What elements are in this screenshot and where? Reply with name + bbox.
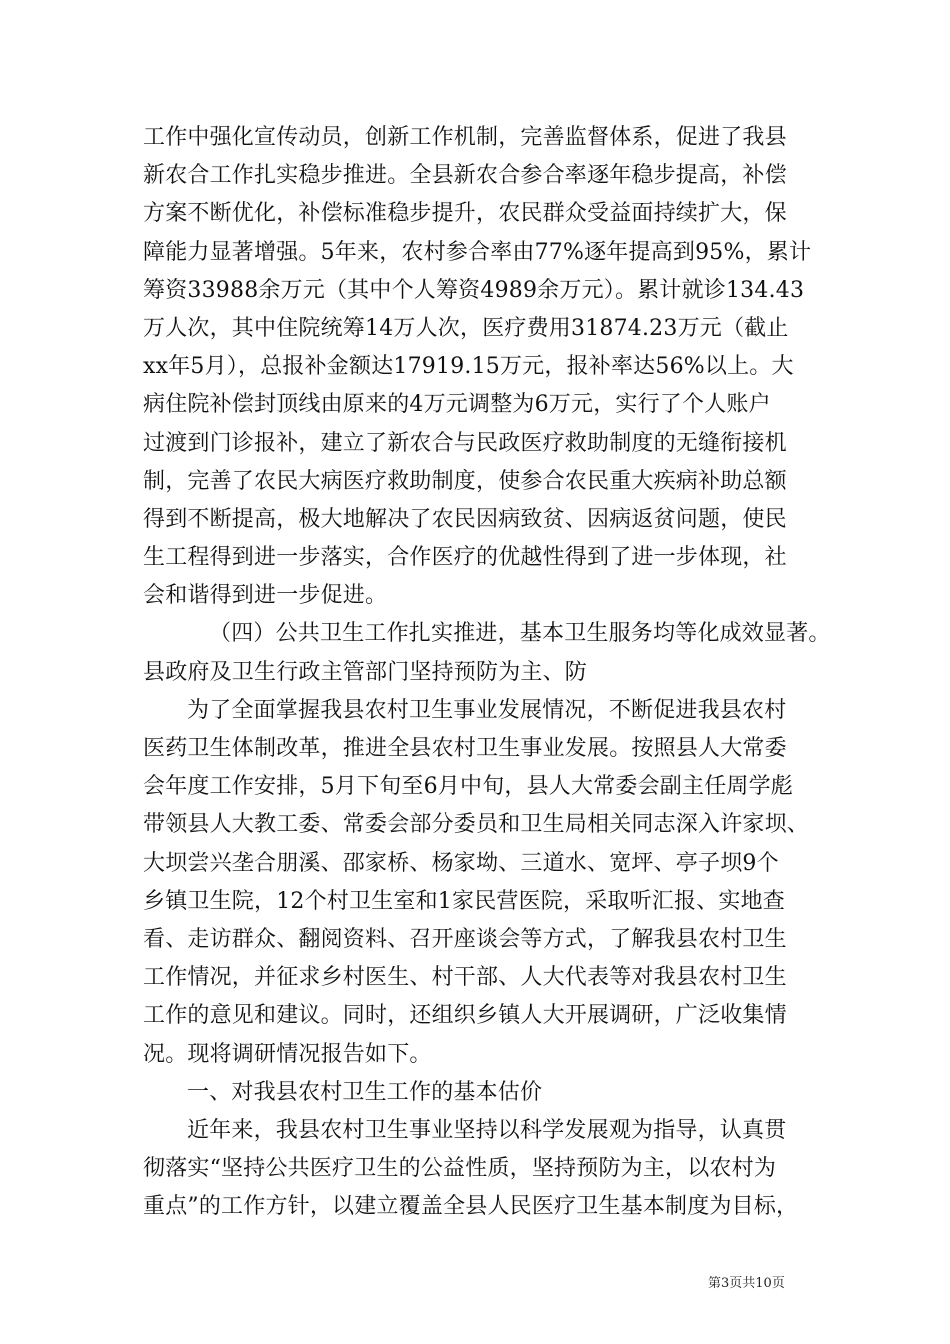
text-line: 重点”的工作方针，以建立覆盖全县人民医疗卫生基本制度为目标， bbox=[143, 1194, 799, 1220]
text-line: 过渡到门诊报补，建立了新农合与民政医疗救助制度的无缝衔接机 bbox=[143, 430, 787, 456]
text-line: 障能力显著增强。5年来，农村参合率由77%逐年提高到95%，累计 bbox=[143, 239, 812, 265]
text-line: 大坝尝兴垄合朋溪、邵家桥、杨家坳、三道水、宽坪、亭子坝9个 bbox=[143, 850, 779, 876]
text-line: 生工程得到进一步落实，合作医疗的优越性得到了进一步体现，社 bbox=[143, 545, 787, 571]
text-line: 制，完善了农民大病医疗救助制度，使参合农民重大疾病补助总额 bbox=[143, 468, 787, 494]
text-line: 带领县人大教工委、常委会部分委员和卫生局相关同志深入许家坝、 bbox=[143, 812, 810, 838]
text-line: 病住院补偿封顶线由原来的4万元调整为6万元，实行了个人账户 bbox=[143, 392, 771, 418]
text-line: 新农合工作扎实稳步推进。全县新农合参合率逐年稳步提高，补偿 bbox=[143, 163, 787, 189]
paragraph-start-line: 近年来，我县农村卫生事业坚持以科学发展观为指导，认真贯 bbox=[187, 1117, 787, 1143]
text-line: 工作的意见和建议。同时，还组织乡镇人大开展调研，广泛收集情 bbox=[143, 1003, 787, 1029]
text-line: 得到不断提高，极大地解决了农民因病致贫、因病返贫问题，使民 bbox=[143, 506, 787, 532]
paragraph-start-line: 为了全面掌握我县农村卫生事业发展情况，不断促进我县农村 bbox=[187, 697, 787, 723]
text-line: 工作中强化宣传动员，创新工作机制，完善监督体系，促进了我县 bbox=[143, 125, 787, 150]
text-line: 彻落实“坚持公共医疗卫生的公益性质，坚持预防为主，以农村为 bbox=[143, 1156, 777, 1182]
section-heading-line: 一、对我县农村卫生工作的基本估价 bbox=[187, 1079, 543, 1105]
text-line: 县政府及卫生行政主管部门坚持预防为主、防 bbox=[143, 659, 588, 685]
text-line: 会和谐得到进一步促进。 bbox=[143, 583, 388, 609]
text-line: 会年度工作安排，5月下旬至6月中旬，县人大常委会副主任周学彪 bbox=[143, 774, 793, 800]
body-text bbox=[143, 119, 831, 1226]
section-heading-line: （四）公共卫生工作扎实推进，基本卫生服务均等化成效显著。 bbox=[209, 621, 831, 647]
text-line: xx年5月），总报补金额达17919.15万元，报补率达56%以上。大 bbox=[143, 354, 794, 380]
text-line: 况。现将调研情况报告如下。 bbox=[143, 1041, 432, 1067]
text-line: 工作情况，并征求乡村医生、村干部、人大代表等对我县农村卫生 bbox=[143, 965, 787, 991]
text-line: 医药卫生体制改革，推进全县农村卫生事业发展。按照县人大常委 bbox=[143, 736, 787, 761]
text-line: 筹资33988余万元（其中个人筹资4989余万元）。累计就诊134.43 bbox=[143, 277, 805, 303]
page-number-footer: 第3页共10页 bbox=[708, 1276, 785, 1291]
text-line: 万人次，其中住院统筹14万人次，医疗费用31874.23万元（截止 bbox=[143, 315, 789, 341]
text-line: 方案不断优化，补偿标准稳步提升，农民群众受益面持续扩大，保 bbox=[143, 201, 787, 227]
text-line: 看、走访群众、翻阅资料、召开座谈会等方式，了解我县农村卫生 bbox=[143, 926, 787, 952]
text-line: 乡镇卫生院，12个村卫生室和1家民营医院，采取听汇报、实地查 bbox=[143, 888, 785, 914]
